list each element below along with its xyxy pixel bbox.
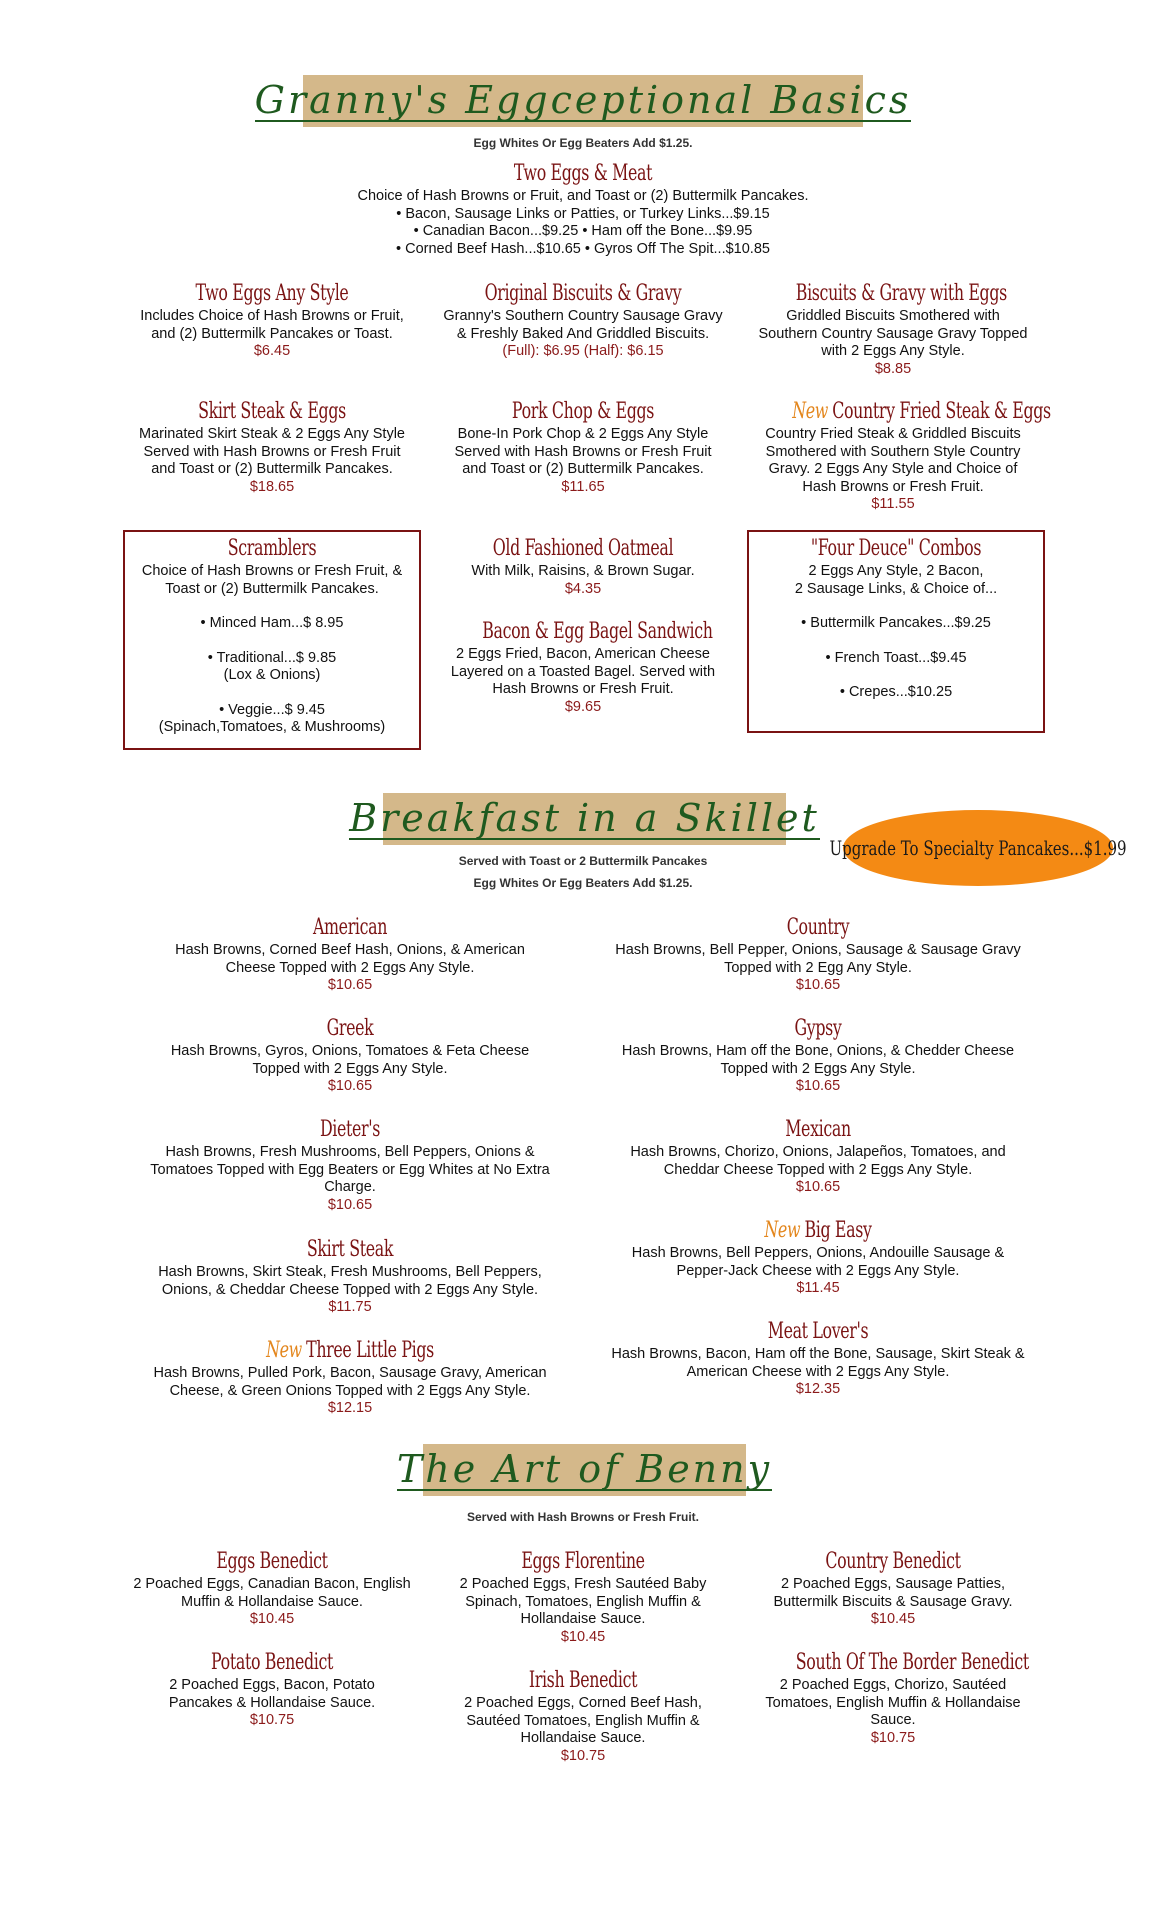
item-title: Meat Lover's: [767, 1319, 869, 1344]
option-traditional: • Traditional...$ 9.85: [207, 649, 337, 666]
item-price: $10.75: [870, 1729, 916, 1746]
item-price: $10.65: [327, 977, 373, 993]
menu-item-eggs-florentine: [443, 1548, 723, 1646]
menu-item-dieters: [150, 1116, 550, 1214]
item-price: $10.65: [795, 1078, 841, 1094]
item-desc: 2 Poached Eggs, Corned Beef Hash, Sautéed Tomatoes, English Muffin & Hollandaise Sauce.: [464, 1695, 702, 1746]
item-desc: Hash Browns, Pulled Pork, Bacon, Sausage Gravy, American Cheese, & Green Onions Topped with 2 Eggs Any Style.: [153, 1365, 547, 1399]
menu-item-skirt-steak-skillet: [140, 1236, 560, 1317]
benny-banner: [396, 1444, 773, 1496]
menu-item-original-biscuits-gravy: [443, 280, 723, 361]
menu-item-american: [155, 914, 545, 995]
item-desc: 2 Poached Eggs, Chorizo, Sautéed Tomatoes, English Muffin & Hollandaise Sauce.: [765, 1677, 1021, 1728]
item-desc: Hash Browns, Bell Pepper, Onions, Sausage & Sausage Gravy Topped with 2 Egg Any Style.: [615, 942, 1021, 976]
menu-item-bacon-egg-bagel: [443, 618, 723, 716]
menu-item-greek: [150, 1015, 550, 1096]
item-title: American: [312, 915, 388, 940]
item-title: Eggs Benedict: [216, 1549, 328, 1574]
menu-item-gypsy: [603, 1015, 1033, 1096]
menu-item-mexican: [608, 1116, 1028, 1197]
item-title: Country Benedict: [825, 1549, 961, 1574]
item-title: Biscuits & Gravy with Eggs: [795, 281, 1007, 306]
item-desc: Choice of Hash Browns or Fresh Fruit, & Toast or (2) Buttermilk Pancakes.: [141, 563, 403, 597]
option-buttermilk-pancakes: • Buttermilk Pancakes...$9.25: [801, 615, 991, 631]
item-desc: With Milk, Raisins, & Brown Sugar.: [471, 563, 695, 579]
skillet-title: Breakfast in a Skillet: [349, 796, 820, 840]
menu-item-two-eggs-any-style: [127, 280, 417, 361]
item-line: Choice of Hash Browns or Fruit, and Toast or (2) Buttermilk Pancakes.: [357, 188, 809, 204]
item-price: (Full): $6.95 (Half): $6.15: [502, 343, 664, 359]
item-title: Irish Benedict: [528, 1668, 638, 1693]
new-badge: New: [266, 1338, 302, 1363]
item-title: Old Fashioned Oatmeal: [492, 536, 674, 561]
item-desc: Hash Browns, Chorizo, Onions, Jalapeños, Tomatoes, and Cheddar Cheese Topped with 2 Eggs Any Style.: [630, 1144, 1006, 1178]
item-title-row: [192, 1337, 509, 1365]
item-line: • Canadian Bacon...$9.25 • Ham off the Bone...$9.95: [413, 223, 753, 239]
item-price: $6.45: [253, 343, 291, 359]
menu-item-big-easy: [608, 1217, 1028, 1298]
item-desc: Hash Browns, Ham off the Bone, Onions, & Chedder Cheese Topped with 2 Eggs Any Style.: [621, 1043, 1015, 1077]
item-desc: 2 Poached Eggs, Sausage Patties, Buttermilk Biscuits & Sausage Gravy.: [773, 1576, 1013, 1610]
item-price: $10.45: [870, 1611, 916, 1627]
item-title: Dieter's: [319, 1117, 381, 1142]
item-desc: Griddled Biscuits Smothered with Southern Country Sausage Gravy Topped with 2 Eggs Any Style.: [758, 308, 1028, 359]
item-title: Mexican: [785, 1117, 851, 1142]
item-desc-line: 2 Sausage Links, & Choice of...: [794, 580, 998, 597]
item-title: Gypsy: [794, 1016, 842, 1041]
menu-item-eggs-benedict: [132, 1548, 412, 1629]
option-veggie-note: (Spinach,Tomatoes, & Mushrooms): [158, 719, 386, 735]
menu-item-potato-benedict: [137, 1649, 407, 1730]
item-desc: Country Fried Steak & Griddled Biscuits Smothered with Southern Style Country Gravy. 2 Eggs Any Style and Choice of Hash Browns or Fresh Fruit.: [765, 426, 1021, 495]
menu-item-skirt-steak-eggs: [132, 398, 412, 496]
new-badge: New: [792, 399, 828, 424]
item-desc: Includes Choice of Hash Browns or Fruit, and (2) Buttermilk Pancakes or Toast.: [140, 308, 404, 342]
basics-note: Egg Whites Or Egg Beaters Add $1.25.: [473, 136, 693, 150]
new-badge: New: [764, 1218, 801, 1243]
menu-item-scramblers: [133, 535, 411, 737]
item-price: $11.75: [328, 1299, 372, 1315]
item-desc: 2 Poached Eggs, Fresh Sautéed Baby Spinach, Tomatoes, English Muffin & Hollandaise Sauce.: [459, 1576, 707, 1627]
item-title: Bacon & Egg Bagel Sandwich: [482, 619, 713, 644]
item-title: Country: [786, 915, 850, 940]
option-traditional-note: (Lox & Onions): [223, 667, 321, 683]
menu-item-country: [613, 914, 1023, 995]
menu-item-two-eggs-meat: [283, 160, 883, 258]
benny-title: The Art of Benny: [396, 1447, 773, 1491]
basics-title: Granny's Eggceptional Basics: [254, 78, 912, 122]
item-price: $10.65: [795, 977, 841, 993]
menu-item-irish-benedict: [443, 1667, 723, 1765]
option-crepes: • Crepes...$10.25: [839, 684, 953, 700]
item-desc: 2 Eggs Fried, Bacon, American Cheese Layered on a Toasted Bagel. Served with Hash Browns or Fresh Fruit.: [450, 646, 716, 697]
item-price: $8.85: [874, 360, 912, 377]
item-title: Skirt Steak & Eggs: [198, 399, 346, 424]
item-desc-line: 2 Eggs Any Style, 2 Bacon,: [808, 563, 984, 579]
item-desc: Hash Browns, Bacon, Ham off the Bone, Sausage, Skirt Steak & American Cheese with 2 Eggs Any Style.: [611, 1346, 1025, 1380]
skillet-note-egg-whites: Egg Whites Or Egg Beaters Add $1.25.: [473, 876, 693, 890]
item-title: Pork Chop & Eggs: [511, 399, 655, 424]
item-line: • Bacon, Sausage Links or Patties, or Turkey Links...$9.15: [396, 205, 770, 222]
item-title-row: [667, 1217, 969, 1245]
item-line: • Corned Beef Hash...$10.65 • Gyros Off The Spit...$10.85: [396, 240, 770, 257]
menu-item-biscuits-gravy-eggs: [758, 280, 1028, 378]
item-desc: Hash Browns, Corned Beef Hash, Onions, & American Cheese Topped with 2 Eggs Any Style.: [175, 942, 525, 976]
upgrade-text: Upgrade To Specialty Pancakes...$1.99: [829, 836, 1127, 860]
item-desc: Bone-In Pork Chop & 2 Eggs Any Style Served with Hash Browns or Fresh Fruit and Toast or (2) Buttermilk Pancakes.: [454, 426, 712, 477]
menu-item-meat-lovers: [598, 1318, 1038, 1399]
menu-item-south-of-the-border: [758, 1649, 1028, 1747]
basics-banner: [254, 75, 912, 127]
item-title: Scramblers: [227, 536, 317, 561]
item-price: $10.75: [249, 1712, 295, 1728]
menu-item-four-deuce-combos: [757, 535, 1035, 702]
menu-item-country-benedict: [748, 1548, 1038, 1629]
option-minced-ham: • Minced Ham...$ 8.95: [200, 615, 344, 631]
item-title: Skirt Steak: [306, 1237, 394, 1262]
item-desc: 2 Poached Eggs, Canadian Bacon, English Muffin & Hollandaise Sauce.: [133, 1576, 411, 1610]
skillet-banner: [349, 793, 820, 845]
item-price: $9.65: [564, 698, 602, 715]
item-title: Eggs Florentine: [521, 1549, 645, 1574]
item-desc: Hash Browns, Fresh Mushrooms, Bell Peppers, Onions & Tomatoes Topped with Egg Beaters or Egg Whites at No Extra Charge.: [150, 1144, 550, 1195]
item-desc: 2 Poached Eggs, Bacon, Potato Pancakes & Hollandaise Sauce.: [168, 1677, 376, 1711]
item-title: South Of The Border Benedict: [795, 1650, 1029, 1675]
item-title: Big Easy: [804, 1218, 872, 1243]
menu-item-pork-chop-eggs: [443, 398, 723, 496]
item-desc: Marinated Skirt Steak & 2 Eggs Any Style Served with Hash Browns or Fresh Fruit and Toast or (2) Buttermilk Pancakes.: [139, 426, 405, 477]
item-desc: Hash Browns, Skirt Steak, Fresh Mushrooms, Bell Peppers, Onions, & Cheddar Cheese Topped with 2 Eggs Any Style.: [158, 1264, 542, 1298]
item-price: $11.55: [871, 496, 915, 512]
item-title: Original Biscuits & Gravy: [484, 281, 682, 306]
option-french-toast: • French Toast...$9.45: [825, 649, 967, 666]
item-price: $11.65: [561, 478, 605, 495]
item-title: Three Little Pigs: [306, 1338, 434, 1363]
item-desc: Granny's Southern Country Sausage Gravy & Freshly Baked And Griddled Biscuits.: [443, 308, 723, 342]
upgrade-pancakes-badge: [829, 810, 1127, 886]
item-desc: Hash Browns, Gyros, Onions, Tomatoes & Feta Cheese Topped with 2 Eggs Any Style.: [170, 1043, 530, 1077]
menu-item-country-fried-steak-eggs: [753, 398, 1051, 514]
item-title: Two Eggs & Meat: [513, 161, 653, 186]
item-title: Two Eggs Any Style: [195, 281, 349, 306]
item-price: $10.65: [327, 1078, 373, 1094]
item-title: Potato Benedict: [211, 1650, 333, 1675]
item-title-row: [792, 398, 1051, 426]
item-title: Country Fried Steak & Eggs: [832, 399, 1051, 424]
menu-item-oatmeal: [443, 535, 723, 598]
menu-item-three-little-pigs: [130, 1337, 570, 1418]
skillet-note-toast: Served with Toast or 2 Buttermilk Pancakes: [458, 854, 708, 868]
item-price: $10.45: [560, 1628, 606, 1645]
item-price: $10.75: [560, 1747, 606, 1764]
item-title: "Four Deuce" Combos: [810, 536, 982, 561]
item-price: $12.15: [327, 1400, 373, 1416]
item-desc: Hash Browns, Bell Peppers, Onions, Andouille Sausage & Pepper-Jack Cheese with 2 Eggs Any Style.: [631, 1245, 1005, 1279]
benny-note: Served with Hash Browns or Fresh Fruit.: [466, 1510, 700, 1524]
item-price: $11.45: [796, 1280, 840, 1296]
item-title: Greek: [326, 1016, 374, 1041]
item-price: $10.45: [249, 1611, 295, 1627]
item-price: $12.35: [795, 1381, 841, 1397]
item-price: $10.65: [327, 1196, 373, 1213]
item-price: $4.35: [564, 580, 602, 597]
option-veggie: • Veggie...$ 9.45: [219, 701, 325, 718]
item-price: $18.65: [249, 478, 295, 495]
item-price: $10.65: [795, 1179, 841, 1195]
